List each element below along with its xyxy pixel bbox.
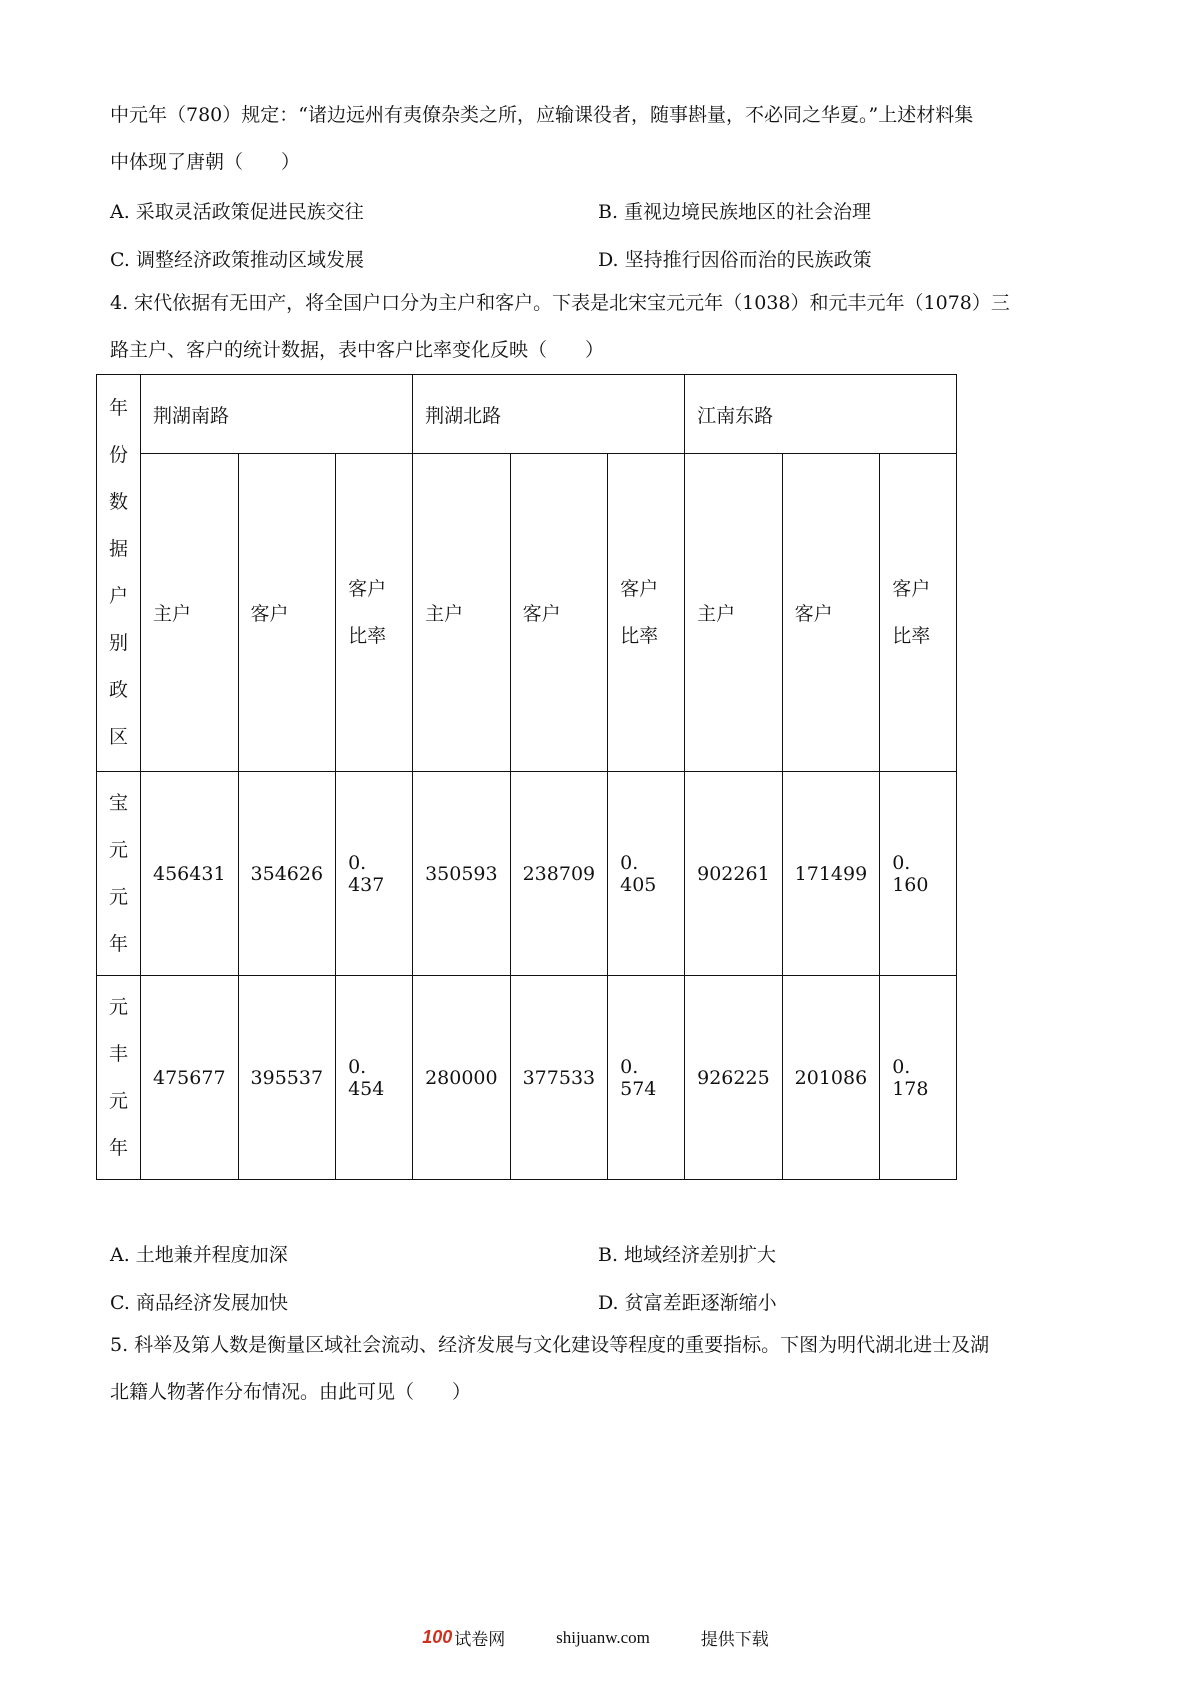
table-cell: 354626 [238,772,336,976]
q4-option-a: A. 土地兼并程度加深 [110,1244,288,1266]
subheader-cell: 客户 比率 [880,454,957,772]
subheader-cell: 客户 比率 [608,454,685,772]
table-cell: 475677 [141,976,239,1180]
table-cell: 0. 454 [336,976,413,1180]
page-footer [0,1625,1191,1650]
table-row [97,976,957,1180]
q3-option-a: A. 采取灵活政策促进民族交往 [110,201,364,223]
table-cell: 0. 437 [336,772,413,976]
site-url: shijuanw.com [556,1627,650,1647]
site-logo: 100 [422,1627,453,1647]
q3-option-b: B. 重视边境民族地区的社会治理 [598,201,872,223]
subheader-cell: 客户 比率 [336,454,413,772]
q5-stem-line1: 5. 科举及第人数是衡量区域社会流动、经济发展与文化建设等程度的重要指标。下图为明代湖北进士及湖 [110,1334,990,1356]
q3-option-d: D. 坚持推行因俗而治的民族政策 [598,249,872,271]
table-row [97,772,957,976]
table-cell: 350593 [413,772,511,976]
site-logo-text: 试卷网 [454,1630,506,1650]
q3-stem-line2: 中体现了唐朝（ ） [110,151,301,173]
q3-stem-line1: 中元年（780）规定：“诸边远州有夷僚杂类之所，应输课役者，随事斟量，不必同之华夏。”上述材料集 [110,104,974,126]
q5-stem-line2: 北籍人物著作分布情况。由此可见（ ） [110,1381,472,1403]
corner-header-cell: 年 份 数 据 户 别 政 区 [97,375,141,772]
subheader-cell: 主户 [413,454,511,772]
table-cell: 280000 [413,976,511,1180]
q3-stem [110,92,1085,186]
q5-stem [110,1322,1085,1416]
q4-stem-line1: 4. 宋代依据有无田产，将全国户口分为主户和客户。下表是北宋宝元元年（1038）和元丰元年（1078）三 [110,292,1010,314]
subheader-cell: 主户 [141,454,239,772]
table-cell: 0. 160 [880,772,957,976]
q4-stem-line2: 路主户、客户的统计数据，表中客户比率变化反映（ ） [110,339,605,361]
table-subheader-row [97,454,957,772]
table-cell: 201086 [782,976,880,1180]
household-data-table [96,374,957,1180]
table-cell: 902261 [685,772,783,976]
q4-option-b: B. 地域经济差别扩大 [598,1244,777,1266]
year-cell: 元 丰 元 年 [97,976,141,1180]
table-cell: 926225 [685,976,783,1180]
table-cell: 0. 178 [880,976,957,1180]
subheader-cell: 客户 [238,454,336,772]
table-cell: 0. 574 [608,976,685,1180]
q4-option-d: D. 贫富差距逐渐缩小 [598,1292,777,1314]
year-cell: 宝 元 元 年 [97,772,141,976]
region-header-jinghu-south: 荆湖南路 [141,375,413,454]
table-cell: 395537 [238,976,336,1180]
table-cell: 0. 405 [608,772,685,976]
region-header-jinghu-north: 荆湖北路 [413,375,685,454]
table-header-row [97,375,957,454]
region-header-jiangnan-east: 江南东路 [685,375,957,454]
table-cell: 456431 [141,772,239,976]
q4-stem [110,280,1085,374]
subheader-cell: 客户 [510,454,608,772]
q4-option-c: C. 商品经济发展加快 [110,1292,288,1314]
table-cell: 377533 [510,976,608,1180]
q3-option-c: C. 调整经济政策推动区域发展 [110,249,364,271]
table-cell: 238709 [510,772,608,976]
table-cell: 171499 [782,772,880,976]
subheader-cell: 客户 [782,454,880,772]
footer-tagline: 提供下载 [700,1630,769,1650]
subheader-cell: 主户 [685,454,783,772]
